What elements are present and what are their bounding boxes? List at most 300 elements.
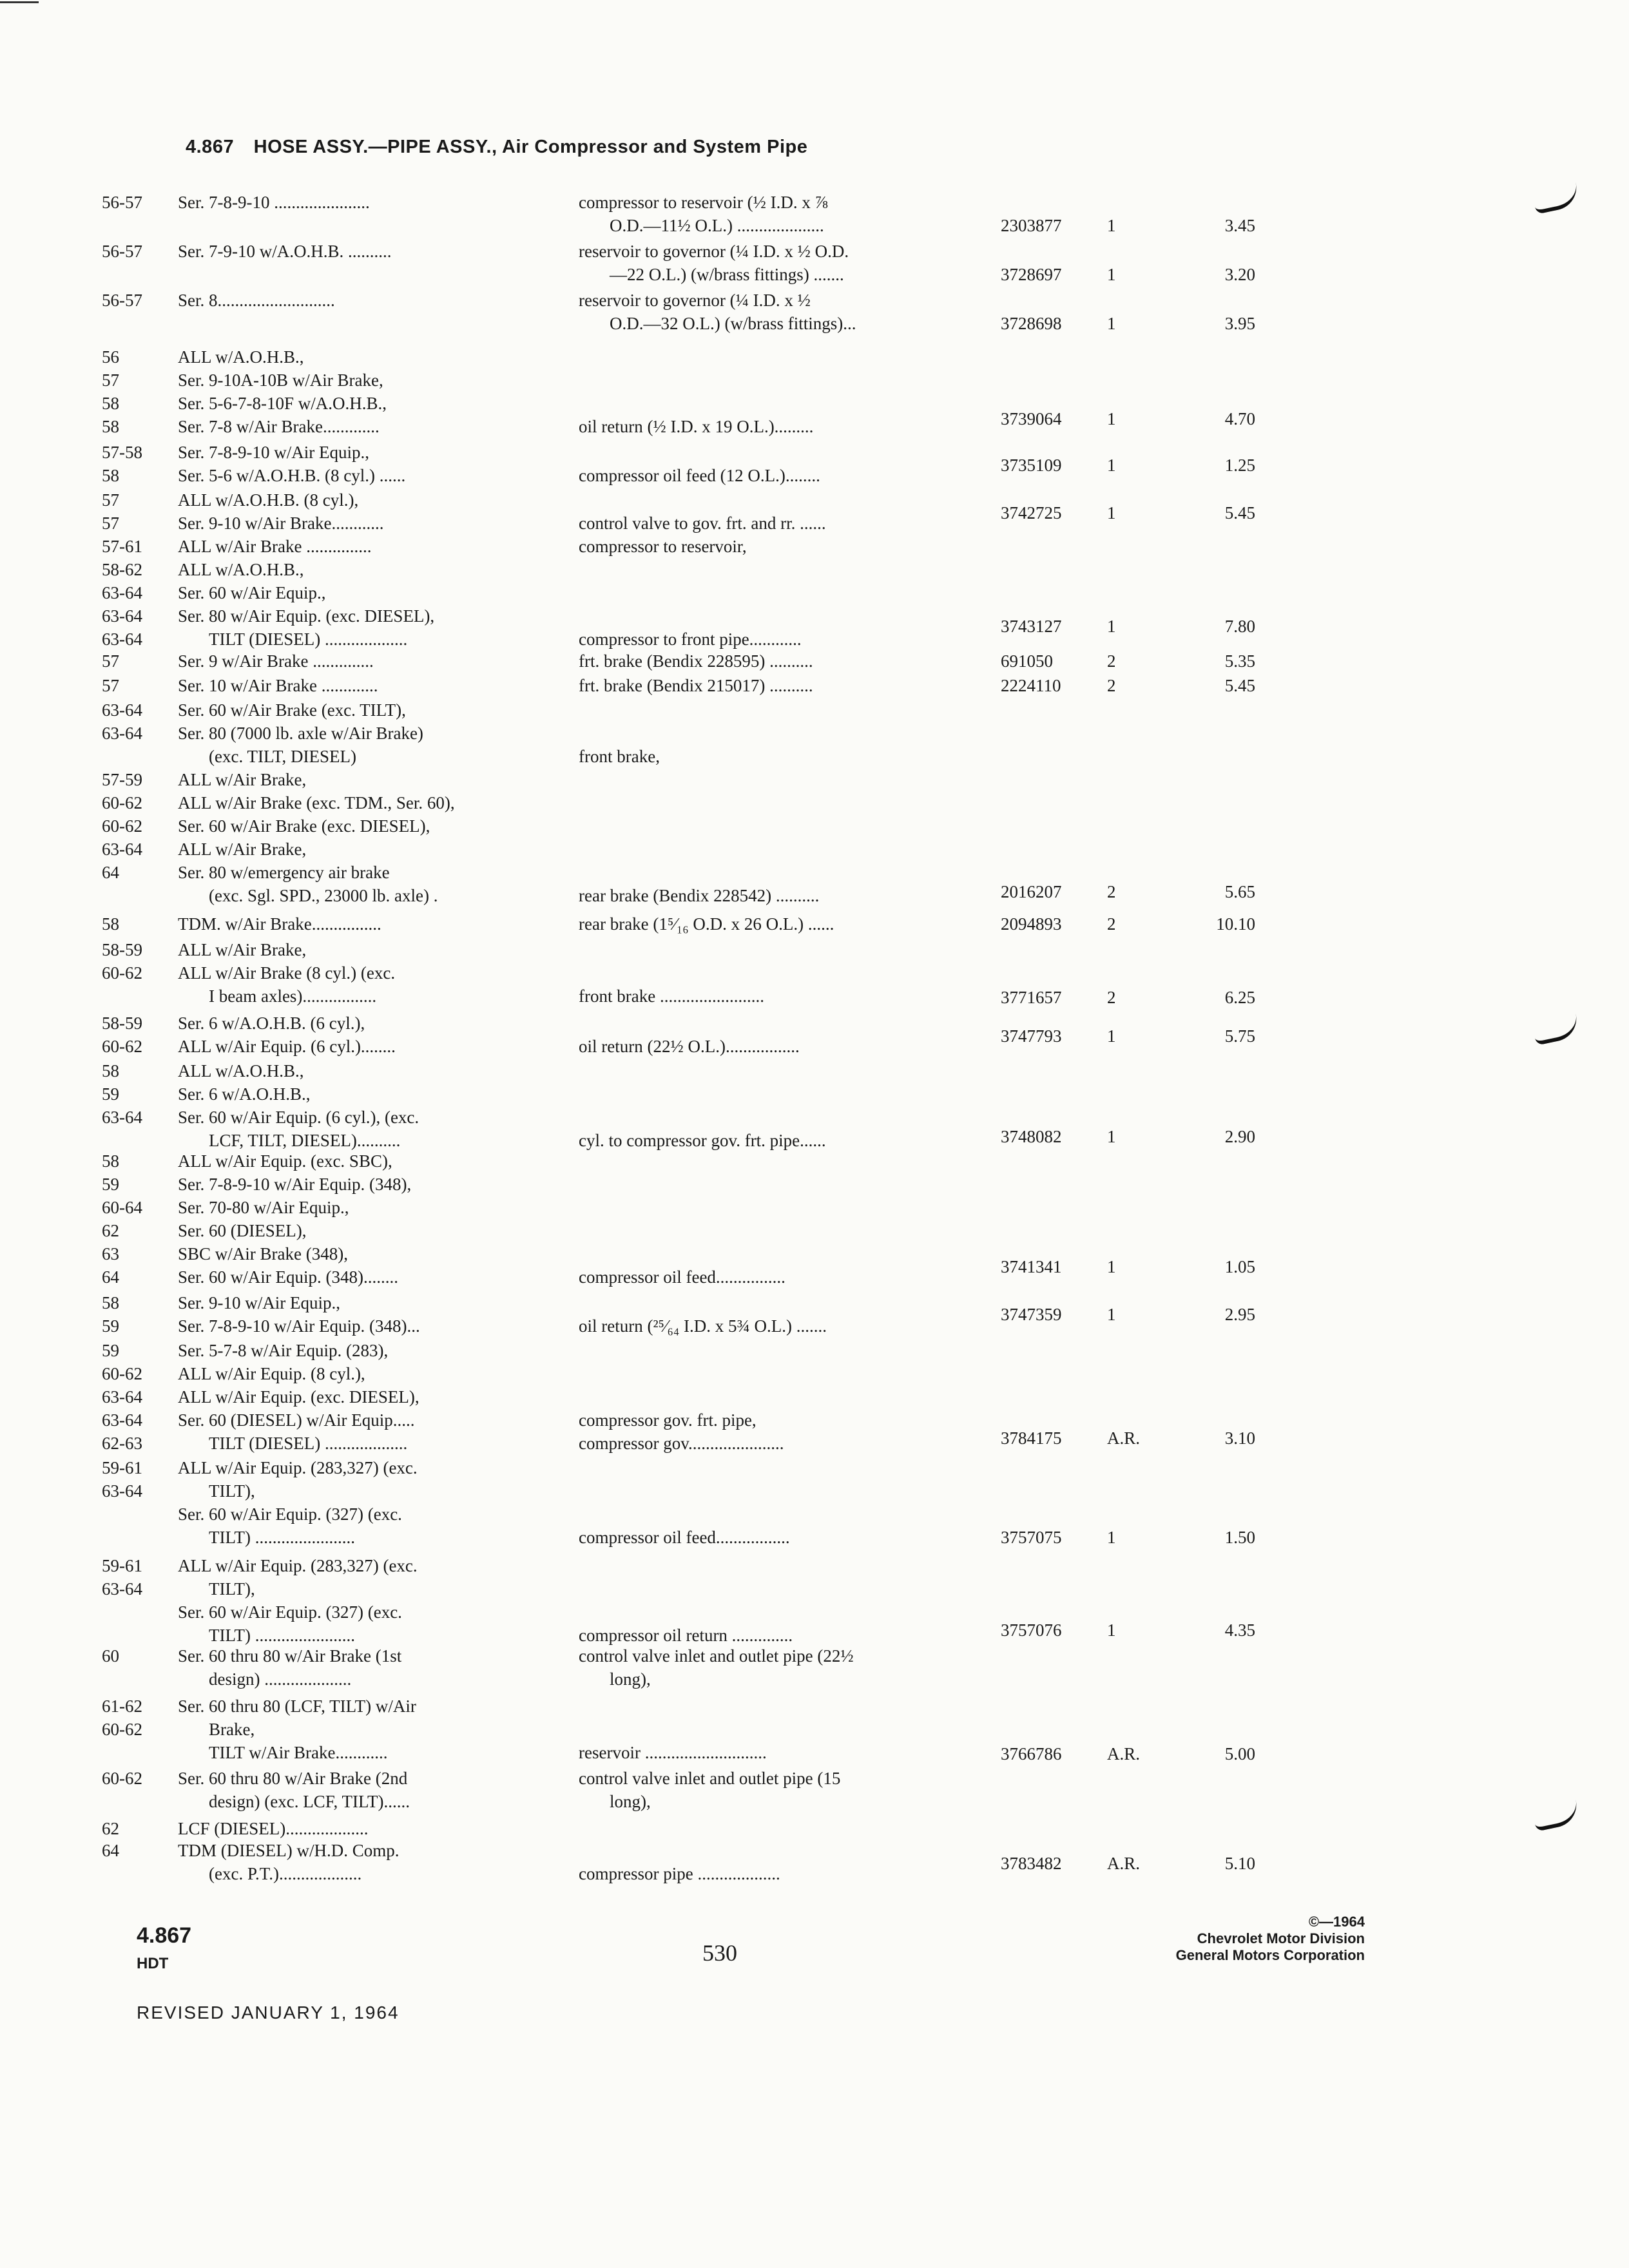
model-year: 63-64 (102, 1481, 142, 1501)
model-year-cell (102, 912, 176, 936)
model-year: 57 (102, 676, 119, 695)
model-year: 58 (102, 914, 119, 934)
application-text: ALL w/Air Brake, (178, 840, 307, 859)
model-year: 60-62 (102, 1037, 142, 1056)
model-year: 59-61 (102, 1458, 142, 1477)
application-text: Ser. 5-7-8 w/Air Equip. (283), (178, 1341, 389, 1360)
price: 7.80 (1224, 617, 1255, 636)
price: 1.05 (1224, 1257, 1255, 1276)
application-text: ALL w/A.O.H.B. (8 cyl.), (178, 490, 359, 510)
page-header (186, 137, 807, 158)
application-text: Ser. 60 w/Air Brake (exc. DIESEL), (178, 816, 430, 836)
part-number: 3747359 (1001, 1305, 1062, 1324)
description-cell (579, 240, 1030, 286)
application-text: Ser. 7-8 w/Air Brake............. (178, 417, 380, 436)
model-year: 63-64 (102, 1579, 142, 1599)
description-text (579, 1554, 1030, 1577)
application-text: TILT), (209, 1579, 255, 1599)
description-text (579, 604, 1030, 628)
application-text: ALL w/Air Equip. (exc. DIESEL), (178, 1387, 419, 1407)
model-year: 57 (102, 370, 119, 390)
application-text: TILT) ....................... (209, 1626, 355, 1645)
description-text: reservoir to governor (¼ I.D. x ½ (579, 291, 811, 310)
description-text (579, 581, 1030, 604)
model-year: 58-62 (102, 560, 142, 579)
description-text (579, 369, 1030, 392)
description-cell (579, 698, 1030, 768)
revised-date: REVISED JANUARY 1, 1964 (137, 2003, 400, 2023)
model-year-cell (102, 1059, 176, 1129)
model-year: 64 (102, 863, 119, 882)
model-year: 58 (102, 1061, 119, 1081)
model-year-cell (102, 240, 176, 263)
application-text: Ser. 9 w/Air Brake .............. (178, 651, 374, 671)
model-year: 63-64 (102, 606, 142, 626)
application-text: Ser. 60 thru 80 w/Air Brake (1st (178, 1646, 402, 1666)
part-number: 691050 (1001, 651, 1053, 671)
description-cell (579, 441, 1030, 487)
application-text: ALL w/Air Equip. (6 cyl.)........ (178, 1037, 396, 1056)
model-year-cell (102, 938, 176, 985)
application-text: ALL w/Air Equip. (283,327) (exc. (178, 1458, 418, 1477)
description-cell (579, 649, 1030, 673)
description-text (579, 1695, 1030, 1718)
quantity: 2 (1107, 676, 1116, 695)
part-number: 3742725 (1001, 503, 1062, 523)
model-year: 58-59 (102, 940, 142, 959)
model-year: 63-64 (102, 1108, 142, 1127)
application-text: Ser. 60 thru 80 (LCF, TILT) w/Air (178, 1696, 416, 1716)
price: 1.25 (1224, 456, 1255, 475)
part-number: 3741341 (1001, 1257, 1062, 1276)
part-number: 3757076 (1001, 1620, 1062, 1640)
description-text (579, 722, 1030, 745)
model-year-cell (102, 1839, 176, 1862)
application-text: ALL w/Air Equip. (283,327) (exc. (178, 1556, 418, 1575)
application-text: Ser. 80 (7000 lb. axle w/Air Brake) (178, 724, 423, 743)
description-cell (579, 289, 1030, 335)
model-year: 64 (102, 1267, 119, 1287)
part-number: 3757075 (1001, 1528, 1062, 1547)
model-year: 63-64 (102, 724, 142, 743)
model-year: 62 (102, 1221, 119, 1240)
application-text: Ser. 60 w/Air Brake (exc. TILT), (178, 700, 406, 720)
application-text: ALL w/Air Brake, (178, 940, 307, 959)
application-text: Ser. 80 w/emergency air brake (178, 863, 390, 882)
description-text (579, 768, 1030, 791)
description-text (579, 1219, 1030, 1242)
description-cell (579, 1339, 1030, 1455)
price: 10.10 (1216, 914, 1255, 934)
description-text: —22 O.L.) (w/brass fittings) ....... (610, 265, 844, 284)
quantity: A.R. (1107, 1854, 1141, 1873)
model-year-cell (102, 674, 176, 697)
price: 5.75 (1224, 1026, 1255, 1046)
model-year: 60-64 (102, 1198, 142, 1217)
model-year-cell (102, 768, 176, 861)
model-year-cell (102, 345, 176, 438)
model-year: 57 (102, 490, 119, 510)
application-text: TILT) ....................... (209, 1528, 355, 1547)
price: 1.50 (1224, 1528, 1255, 1547)
description-text (579, 698, 1030, 722)
model-year: 57 (102, 514, 119, 533)
part-number: 3771657 (1001, 988, 1062, 1007)
model-year-cell (102, 1644, 176, 1667)
description-cell (579, 535, 1030, 651)
description-text (579, 1242, 1030, 1265)
description-text (579, 1503, 1030, 1526)
quantity: A.R. (1107, 1744, 1141, 1763)
application-text: TDM (DIESEL) w/H.D. Comp. (178, 1841, 400, 1860)
application-text: Ser. 10 w/Air Brake ............. (178, 676, 378, 695)
application-text: Brake, (209, 1720, 255, 1739)
description-text: O.D.—11½ O.L.) .................... (610, 216, 824, 235)
description-text (579, 1479, 1030, 1503)
model-year: 56 (102, 347, 119, 367)
application-text: Ser. 60 w/Air Equip. (348)........ (178, 1267, 398, 1287)
description-text (579, 961, 1030, 985)
model-year-cell (102, 1012, 176, 1058)
application-text: Ser. 60 (DIESEL) w/Air Equip..... (178, 1410, 415, 1430)
price: 5.45 (1224, 503, 1255, 523)
description-text (579, 1196, 1030, 1219)
model-year-cell (102, 1149, 176, 1289)
part-number: 2303877 (1001, 216, 1062, 235)
price: 3.45 (1224, 216, 1255, 235)
price: 3.10 (1224, 1428, 1255, 1448)
part-number: 2094893 (1001, 914, 1062, 934)
model-year: 60-62 (102, 793, 142, 812)
description-text: oil return (²⁵⁄₆₄ I.D. x 5¾ O.L.) ....... (579, 1316, 827, 1336)
application-text: (exc. Sgl. SPD., 23000 lb. axle) . (209, 886, 438, 905)
description-cell (579, 674, 1030, 697)
quantity: A.R. (1107, 1428, 1141, 1448)
section-number: 4.867 (186, 137, 235, 157)
description-text (579, 488, 1030, 512)
copyright-line: Chevrolet Motor Division (1197, 1930, 1365, 1946)
description-cell (579, 938, 1030, 1008)
quantity: 1 (1107, 1127, 1116, 1146)
price: 6.25 (1224, 988, 1255, 1007)
model-year-cell (102, 441, 176, 487)
application-text: Ser. 7-8-9-10 w/Air Equip., (178, 443, 369, 462)
model-year: 57 (102, 651, 119, 671)
description-text: frt. brake (Bendix 215017) .......... (579, 676, 813, 695)
model-year: 58 (102, 417, 119, 436)
application-text: Ser. 6 w/A.O.H.B. (6 cyl.), (178, 1014, 365, 1033)
description-cell (579, 1059, 1030, 1152)
description-text: rear brake (Bendix 228542) .......... (579, 886, 820, 905)
description-cell (579, 1644, 1030, 1691)
quantity: 1 (1107, 1620, 1116, 1640)
model-year: 63-64 (102, 629, 142, 649)
description-text: compressor oil return .............. (579, 1626, 793, 1645)
description-text: oil return (22½ O.L.)................. (579, 1037, 800, 1056)
description-text (579, 1012, 1030, 1035)
application-text: Ser. 6 w/A.O.H.B., (178, 1084, 311, 1104)
application-text: ALL w/Air Brake (8 cyl.) (exc. (178, 963, 396, 983)
description-text: compressor gov. frt. pipe, (579, 1410, 757, 1430)
description-text: O.D.—32 O.L.) (w/brass fittings)... (610, 314, 856, 333)
model-year: 63-64 (102, 1387, 142, 1407)
description-text (579, 1173, 1030, 1196)
model-year: 59 (102, 1341, 119, 1360)
copyright-block (1176, 1914, 1365, 1964)
application-text: ALL w/Air Brake (exc. TDM., Ser. 60), (178, 793, 455, 812)
description-cell (579, 1149, 1030, 1289)
model-year-cell (102, 1456, 176, 1503)
model-year-cell (102, 1767, 176, 1790)
application-text: Ser. 7-8-9-10 w/Air Equip. (348)... (178, 1316, 420, 1336)
description-text (579, 1082, 1030, 1106)
description-text (579, 1839, 1030, 1862)
description-text (579, 1106, 1030, 1129)
application-text: Ser. 60 thru 80 w/Air Brake (2nd (178, 1769, 408, 1788)
model-year: 58 (102, 466, 119, 485)
description-text: compressor gov...................... (579, 1434, 784, 1453)
application-text: Ser. 9-10 w/Air Equip., (178, 1293, 340, 1312)
application-text: Ser. 60 w/Air Equip., (178, 583, 326, 602)
application-text: SBC w/Air Brake (348), (178, 1244, 348, 1264)
model-year: 60-62 (102, 963, 142, 983)
description-text: long), (610, 1669, 651, 1689)
model-year-cell (102, 861, 176, 884)
description-text (579, 1291, 1030, 1314)
description-text: reservoir ............................ (579, 1743, 767, 1762)
model-year: 60-62 (102, 1364, 142, 1383)
part-number: 3748082 (1001, 1127, 1062, 1146)
application-text: TILT), (209, 1481, 255, 1501)
application-text: Ser. 8........................... (178, 291, 335, 310)
description-cell (579, 912, 1030, 936)
binder-mark (1532, 1014, 1581, 1046)
description-text (579, 1718, 1030, 1741)
description-text (579, 838, 1030, 861)
model-year: 63 (102, 1244, 119, 1264)
description-text: compressor to reservoir (½ I.D. x ⅞ (579, 193, 828, 212)
description-text (579, 814, 1030, 838)
application-text: Ser. 7-8-9-10 ...................... (178, 193, 370, 212)
application-text: (exc. TILT, DIESEL) (209, 747, 356, 766)
model-year: 56-57 (102, 291, 142, 310)
quantity: 1 (1107, 1528, 1116, 1547)
quantity: 2 (1107, 882, 1116, 901)
quantity: 2 (1107, 988, 1116, 1007)
part-number: 3743127 (1001, 617, 1062, 636)
description-cell (579, 1695, 1030, 1764)
model-year-cell (102, 698, 176, 745)
price: 4.70 (1224, 409, 1255, 428)
application-text: Ser. 60 (DIESEL), (178, 1221, 307, 1240)
description-text: frt. brake (Bendix 228595) .......... (579, 651, 813, 671)
corner-rule (0, 1, 39, 3)
model-year: 58-59 (102, 1014, 142, 1033)
description-cell (579, 1012, 1030, 1058)
footer-code: HDT (137, 1955, 169, 1972)
model-year: 60-62 (102, 816, 142, 836)
quantity: 1 (1107, 216, 1116, 235)
description-text: control valve inlet and outlet pipe (15 (579, 1769, 841, 1788)
application-text: Ser. 60 w/Air Equip. (327) (exc. (178, 1504, 402, 1524)
part-number: 3766786 (1001, 1744, 1062, 1763)
footer-left (137, 1923, 191, 1973)
description-text (579, 1339, 1030, 1362)
model-year: 60 (102, 1646, 119, 1666)
description-cell (579, 1767, 1030, 1813)
part-number: 3728697 (1001, 265, 1062, 284)
price: 5.10 (1224, 1854, 1255, 1873)
quantity: 1 (1107, 617, 1116, 636)
price: 5.35 (1224, 651, 1255, 671)
price: 5.65 (1224, 882, 1255, 901)
price: 4.35 (1224, 1620, 1255, 1640)
description-text (579, 861, 1030, 884)
model-year: 63-64 (102, 1410, 142, 1430)
description-text (579, 1149, 1030, 1173)
model-year: 63-64 (102, 840, 142, 859)
description-text: rear brake (1⁵⁄₁₆ O.D. x 26 O.L.) ...... (579, 914, 834, 934)
model-year-cell (102, 191, 176, 214)
application-text: ALL w/Air Equip. (exc. SBC), (178, 1151, 392, 1171)
description-text: front brake, (579, 747, 660, 766)
model-year-cell (102, 535, 176, 651)
description-text: compressor oil feed................ (579, 1267, 786, 1287)
application-text: Ser. 5-6 w/A.O.H.B. (8 cyl.) ...... (178, 466, 406, 485)
binder-mark (1532, 1800, 1581, 1832)
description-text: front brake ........................ (579, 986, 764, 1006)
application-text: design) (exc. LCF, TILT)...... (209, 1792, 410, 1811)
model-year: 56-57 (102, 193, 142, 212)
application-text: LCF (DIESEL)................... (178, 1819, 369, 1838)
model-year: 59 (102, 1316, 119, 1336)
part-number: 3784175 (1001, 1428, 1062, 1448)
application-text: Ser. 70-80 w/Air Equip., (178, 1198, 349, 1217)
application-text: ALL w/A.O.H.B., (178, 347, 304, 367)
price: 3.95 (1224, 314, 1255, 333)
part-number: 3735109 (1001, 456, 1062, 475)
application-text: Ser. 9-10 w/Air Brake............ (178, 514, 384, 533)
description-text (579, 1456, 1030, 1479)
price: 2.95 (1224, 1305, 1255, 1324)
model-year-cell (102, 289, 176, 312)
copyright-line: ©—1964 (1308, 1914, 1365, 1930)
application-text: Ser. 60 w/Air Equip. (6 cyl.), (exc. (178, 1108, 419, 1127)
application-text: ALL w/A.O.H.B., (178, 560, 304, 579)
description-text: compressor pipe ................... (579, 1864, 780, 1883)
model-year: 57-59 (102, 770, 142, 789)
model-year: 63-64 (102, 700, 142, 720)
application-text: TDM. w/Air Brake................ (178, 914, 381, 934)
description-cell (579, 1291, 1030, 1338)
description-text: control valve to gov. frt. and rr. ...... (579, 514, 826, 533)
price: 5.00 (1224, 1744, 1255, 1763)
binder-mark (1532, 182, 1581, 215)
part-number: 3728698 (1001, 314, 1062, 333)
application-text: Ser. 80 w/Air Equip. (exc. DIESEL), (178, 606, 435, 626)
model-year: 60-62 (102, 1720, 142, 1739)
description-text (579, 441, 1030, 464)
model-year-cell (102, 1554, 176, 1600)
description-text (579, 938, 1030, 961)
application-text: Ser. 7-9-10 w/A.O.H.B. .......... (178, 242, 392, 261)
description-text: compressor oil feed (12 O.L.)........ (579, 466, 820, 485)
application-text: TILT w/Air Brake............ (209, 1743, 388, 1762)
quantity: 1 (1107, 314, 1116, 333)
model-year: 59-61 (102, 1556, 142, 1575)
price: 2.90 (1224, 1127, 1255, 1146)
application-text: I beam axles)................. (209, 986, 377, 1006)
page-number: 530 (702, 1940, 737, 1966)
description-text: long), (610, 1792, 651, 1811)
model-year-cell (102, 1695, 176, 1741)
price: 5.45 (1224, 676, 1255, 695)
description-cell (579, 768, 1030, 861)
description-text (579, 791, 1030, 814)
model-year: 60-62 (102, 1769, 142, 1788)
model-year: 56-57 (102, 242, 142, 261)
quantity: 1 (1107, 409, 1116, 428)
price: 3.20 (1224, 265, 1255, 284)
model-year-cell (102, 649, 176, 673)
description-text (579, 1577, 1030, 1600)
quantity: 1 (1107, 456, 1116, 475)
part-number: 3739064 (1001, 409, 1062, 428)
part-number: 2016207 (1001, 882, 1062, 901)
model-year-cell (102, 1817, 176, 1840)
model-year-cell (102, 1291, 176, 1338)
part-number: 3783482 (1001, 1854, 1062, 1873)
model-year: 64 (102, 1841, 119, 1860)
description-text (579, 558, 1030, 581)
description-cell (579, 1817, 1030, 1840)
description-cell (579, 1554, 1030, 1647)
application-text: Ser. 5-6-7-8-10F w/A.O.H.B., (178, 394, 387, 413)
quantity: 2 (1107, 914, 1116, 934)
description-cell (579, 488, 1030, 535)
application-text: TILT (DIESEL) ................... (209, 629, 408, 649)
application-text: ALL w/Air Brake, (178, 770, 307, 789)
footer-section-number: 4.867 (137, 1923, 192, 1948)
model-year-cell (102, 488, 176, 535)
description-text: compressor oil feed................. (579, 1528, 790, 1547)
application-text: LCF, TILT, DIESEL).......... (209, 1131, 401, 1150)
quantity: 1 (1107, 265, 1116, 284)
quantity: 1 (1107, 1305, 1116, 1324)
application-text: Ser. 9-10A-10B w/Air Brake, (178, 370, 383, 390)
description-text: oil return (½ I.D. x 19 O.L.)......... (579, 417, 814, 436)
description-text: cyl. to compressor gov. frt. pipe...... (579, 1131, 826, 1150)
description-text: compressor to reservoir, (579, 537, 747, 556)
model-year: 62 (102, 1819, 119, 1838)
description-text (579, 1059, 1030, 1082)
description-cell (579, 1839, 1030, 1885)
application-text: TILT (DIESEL) ................... (209, 1434, 408, 1453)
part-number: 3747793 (1001, 1026, 1062, 1046)
model-year: 57-58 (102, 443, 142, 462)
application-text: (exc. P.T.)................... (209, 1864, 362, 1883)
copyright-line: General Motors Corporation (1175, 1947, 1365, 1963)
description-text: control valve inlet and outlet pipe (22½ (579, 1646, 854, 1666)
description-cell (579, 861, 1030, 907)
quantity: 1 (1107, 1257, 1116, 1276)
quantity: 1 (1107, 1026, 1116, 1046)
application-text: ALL w/Air Equip. (8 cyl.), (178, 1364, 365, 1383)
application-text: ALL w/A.O.H.B., (178, 1061, 304, 1081)
model-year: 59 (102, 1084, 119, 1104)
model-year: 59 (102, 1175, 119, 1194)
description-text: reservoir to governor (¼ I.D. x ½ O.D. (579, 242, 849, 261)
